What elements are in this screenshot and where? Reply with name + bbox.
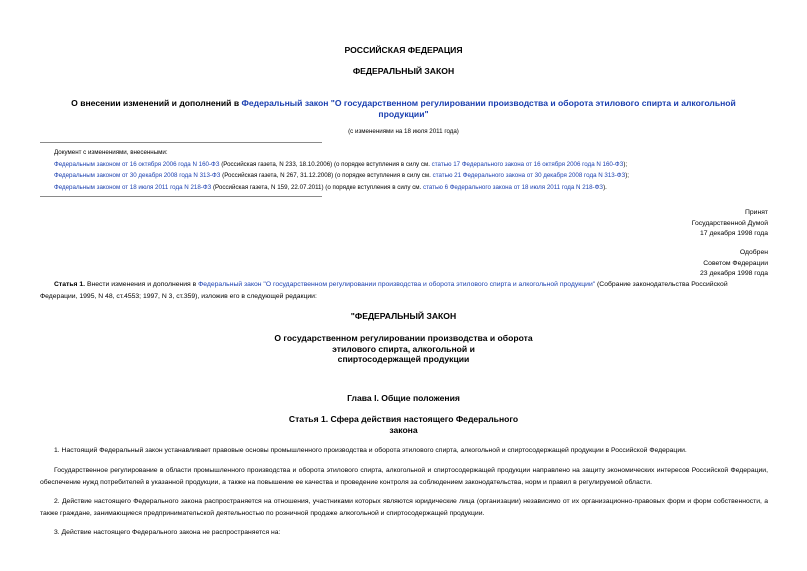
amendment-link[interactable]: Федеральным законом от 18 июля 2011 года N 218-ФЗ <box>54 183 212 191</box>
amendment-item <box>54 182 629 194</box>
inner-law-doc-type: "ФЕДЕРАЛЬНЫЙ ЗАКОН <box>350 311 457 321</box>
paragraph-1: 1. Настоящий Федеральный закон устанавливает правовые основы промышленного производства и оборота этилового спирта, алкогольной и спиртосодержащей продукции в Российской Федерации. <box>54 447 687 454</box>
paragraph-4: 3. Действие настоящего Федерального закона не распространяется на: <box>54 529 281 536</box>
article-1-paragraph <box>40 279 768 303</box>
chapter-heading: Глава I. Общие положения <box>347 393 460 403</box>
amendment-text: (Российская газета, N 233, 18.10.2006) (о порядке вступления в силу см. <box>219 160 432 168</box>
amendment-tail: ); <box>625 172 630 179</box>
amendment-link-article[interactable]: статью 21 Федерального закона от 30 декабря 2008 года N 313-ФЗ <box>432 172 626 179</box>
law-title-prefix: О внесении изменений и дополнений в <box>71 98 242 108</box>
amendment-link-article[interactable]: статью 17 Федерального закона от 16 октября 2006 года N 160-ФЗ <box>431 160 624 168</box>
inner-law-title-line-1: О государственном регулировании производства и оборота <box>274 333 533 343</box>
duma-adopted-label: Принят <box>744 209 768 216</box>
paragraph-2: Государственное регулирование в области промышленного производства и оборота этилового спирта, алкогольной и спиртосодержащей продукции направлено на защиту экономических интересов Российской Федерации, обеспечение нужд потребителей в указанной продукции, а также на повышение ее качества и проведение контроля за соблюдением законодательства, норм и правил в регулируемой области. <box>40 467 768 486</box>
law-title <box>0 98 807 108</box>
paragraph-3: 2. Действие настоящего Федерального закона распространяется на отношения, участниками которых являются юридические лица (организации) независимо от их организационно-правовых форм и форм собственности, а также граждане, занимающиеся предпринимательской деятельностью по розничной продаже алкогольной и спиртосодержащей продукции. <box>40 498 768 517</box>
council-name: Советом Федерации <box>703 259 768 267</box>
duma-date: 17 декабря 1998 года <box>700 230 768 237</box>
council-date: 23 декабря 1998 года <box>700 270 768 277</box>
amendments-block <box>54 147 629 193</box>
article-heading <box>0 414 807 435</box>
country-heading: РОССИЙСКАЯ ФЕДЕРАЦИЯ <box>344 45 463 55</box>
inner-law-title-line-3: спиртосодержащей продукции <box>337 354 470 364</box>
top-divider <box>40 142 322 143</box>
amendment-link[interactable]: Федеральным законом от 30 декабря 2008 года N 313-ФЗ <box>54 172 221 179</box>
amendment-link[interactable]: Федеральным законом от 16 октября 2006 года N 160-ФЗ <box>54 160 220 168</box>
article-1-text-b: (Собрание законодательства Российской <box>595 281 728 288</box>
duma-name: Государственной Думой <box>691 219 768 227</box>
law-title-link[interactable]: Федеральный закон "О государственном регулировании производства и оборота этилового спирта и алкогольной <box>241 98 736 108</box>
article-1-label: Статья 1. <box>54 281 86 288</box>
article-heading-line-1: Статья 1. Сфера действия настоящего Федерального <box>288 414 519 424</box>
duma-adoption <box>692 208 768 240</box>
law-title-link-line2[interactable]: продукции" <box>378 109 429 119</box>
law-title-line2 <box>0 109 807 119</box>
amendment-text: (Российская газета, N 159, 22.07.2011) (о порядке вступления в силу см. <box>211 183 423 191</box>
article-1-text-a: Внести изменения и дополнения в <box>85 281 199 288</box>
council-approval <box>700 248 768 280</box>
amendment-tail: ). <box>603 183 607 191</box>
inner-law-title-line-2: этилового спирта, алкогольной и <box>332 343 475 354</box>
council-approved-label: Одобрен <box>739 249 768 256</box>
bottom-divider <box>40 196 322 197</box>
changes-note: (с изменениями на 18 июля 2011 года) <box>348 128 459 135</box>
amendment-tail: ); <box>623 160 628 168</box>
doc-type-heading: ФЕДЕРАЛЬНЫЙ ЗАКОН <box>352 66 455 76</box>
amendment-link-article[interactable]: статью 6 Федерального закона от 18 июля 2011 года N 218-ФЗ <box>422 183 604 191</box>
inner-law-title <box>0 333 807 365</box>
article-heading-line-2: закона <box>389 424 418 435</box>
article-1-text-c: Федерации, 1995, N 48, ст.4553; 1997, N 3, ст.359), изложив его в следующей редакции: <box>40 293 317 300</box>
article-1-law-link[interactable]: Федеральный закон "О государственном регулировании производства и оборота этилового спирта и алкогольной продукции" <box>198 281 596 288</box>
amendment-text: (Российская газета, N 267, 31.12.2008) (о порядке вступления в силу см. <box>220 172 433 179</box>
amendment-item <box>54 170 629 182</box>
amendment-item <box>54 159 629 171</box>
amendments-intro: Документ с изменениями, внесенными: <box>54 149 168 156</box>
